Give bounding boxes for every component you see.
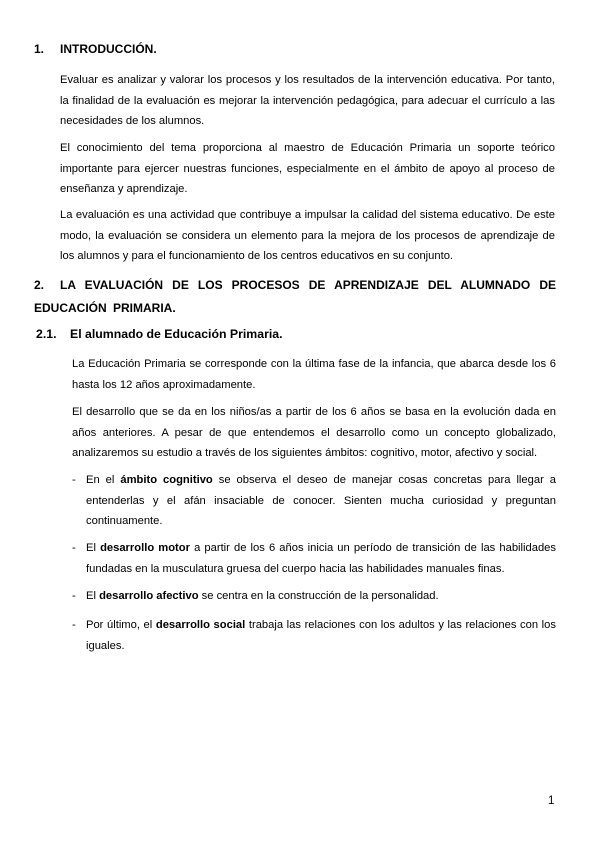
bullet-text-before: En el xyxy=(86,474,121,486)
bullet-text-before: El xyxy=(86,590,100,602)
bullet-item-afectivo xyxy=(72,586,556,607)
bullet-text-before: El xyxy=(86,542,101,554)
bullet-dash: - xyxy=(72,542,76,554)
bullet-text-after: se observa el deseo de manejar cosas concretas para llegar a entenderlas y el afán insaciable de conocer. Sienten mucha curiosidad y preguntan continuamente. xyxy=(86,474,557,527)
bullet-text-after: a partir de los 6 años inicia un período de transición de las habilidades fundadas en la musculatura gruesa del cuerpo hacia las habilidades manuales finas. xyxy=(86,542,556,575)
section-1-heading xyxy=(34,41,564,57)
section-2-number: 2. xyxy=(34,278,45,292)
bullet-dash: - xyxy=(72,474,76,486)
bullet-bold-term: desarrollo social xyxy=(155,619,246,631)
bullet-text-after: se centra en la construcción de la personalidad. xyxy=(198,590,439,602)
section-1-number: 1. xyxy=(34,42,45,56)
bullet-dash: - xyxy=(72,590,76,602)
bullet-bold-term: desarrollo afectivo xyxy=(99,590,199,602)
section-2-1-heading xyxy=(36,326,536,342)
section-2-title: LA EVALUACIÓN DE LOS PROCESOS DE APRENDIZAJE DEL ALUMNADO DE EDUCACIÓN PRIMARIA. xyxy=(34,278,556,315)
section-2-1-number: 2.1. xyxy=(36,327,57,341)
bullet-item-social xyxy=(72,615,556,656)
section-2-1-title: El alumnado de Educación Primaria. xyxy=(70,327,283,341)
section-2-heading xyxy=(34,274,556,320)
section-1-title: INTRODUCCIÓN. xyxy=(60,42,157,56)
bullet-dash: - xyxy=(72,619,76,631)
bullet-text-before: Por último, el xyxy=(86,619,156,631)
section-2-1-paragraph-1: La Educación Primaria se corresponde con la última fase de la infancia, que abarca desde los 6 hasta los 12 años aproximadamente. xyxy=(72,358,556,391)
page-number: 1 xyxy=(548,795,555,807)
bullet-item-cognitivo xyxy=(72,470,556,532)
intro-paragraph-3: La evaluación es una actividad que contribuye a impulsar la calidad del sistema educativo. De este modo, la evaluación se considera un elemento para la mejora de los procesos de aprendizaje de los alumnos y para el funcionamiento de los centros educativos en su conjunto. xyxy=(60,209,555,262)
bullet-item-motor xyxy=(72,538,556,579)
intro-paragraph-1: Evaluar es analizar y valorar los procesos y los resultados de la intervención educativa. Por tanto, la finalidad de la evaluación es mejorar la intervención pedagógica, para adecuar el currículo a las necesidades de los alumnos. xyxy=(60,74,555,127)
intro-paragraph-2: El conocimiento del tema proporciona al maestro de Educación Primaria un soporte teórico importante para ejercer nuestras funciones, especialmente en el ámbito de apoyo al proceso de enseñanza y aprendizaje. xyxy=(60,142,555,195)
section-2-1-paragraph-2: El desarrollo que se da en los niños/as a partir de los 6 años se basa en la evolución dada en años anteriores. A pesar de que entendemos el desarrollo como un concepto globalizado, analizaremos su estudio a través de los siguientes ámbitos: cognitivo, motor, afectivo y social. xyxy=(72,406,556,459)
bullet-text-after: trabaja las relaciones con los adultos y las relaciones con los iguales. xyxy=(86,619,556,652)
bullet-bold-term: desarrollo motor xyxy=(100,542,190,554)
bullet-bold-term: ámbito cognitivo xyxy=(120,474,213,486)
